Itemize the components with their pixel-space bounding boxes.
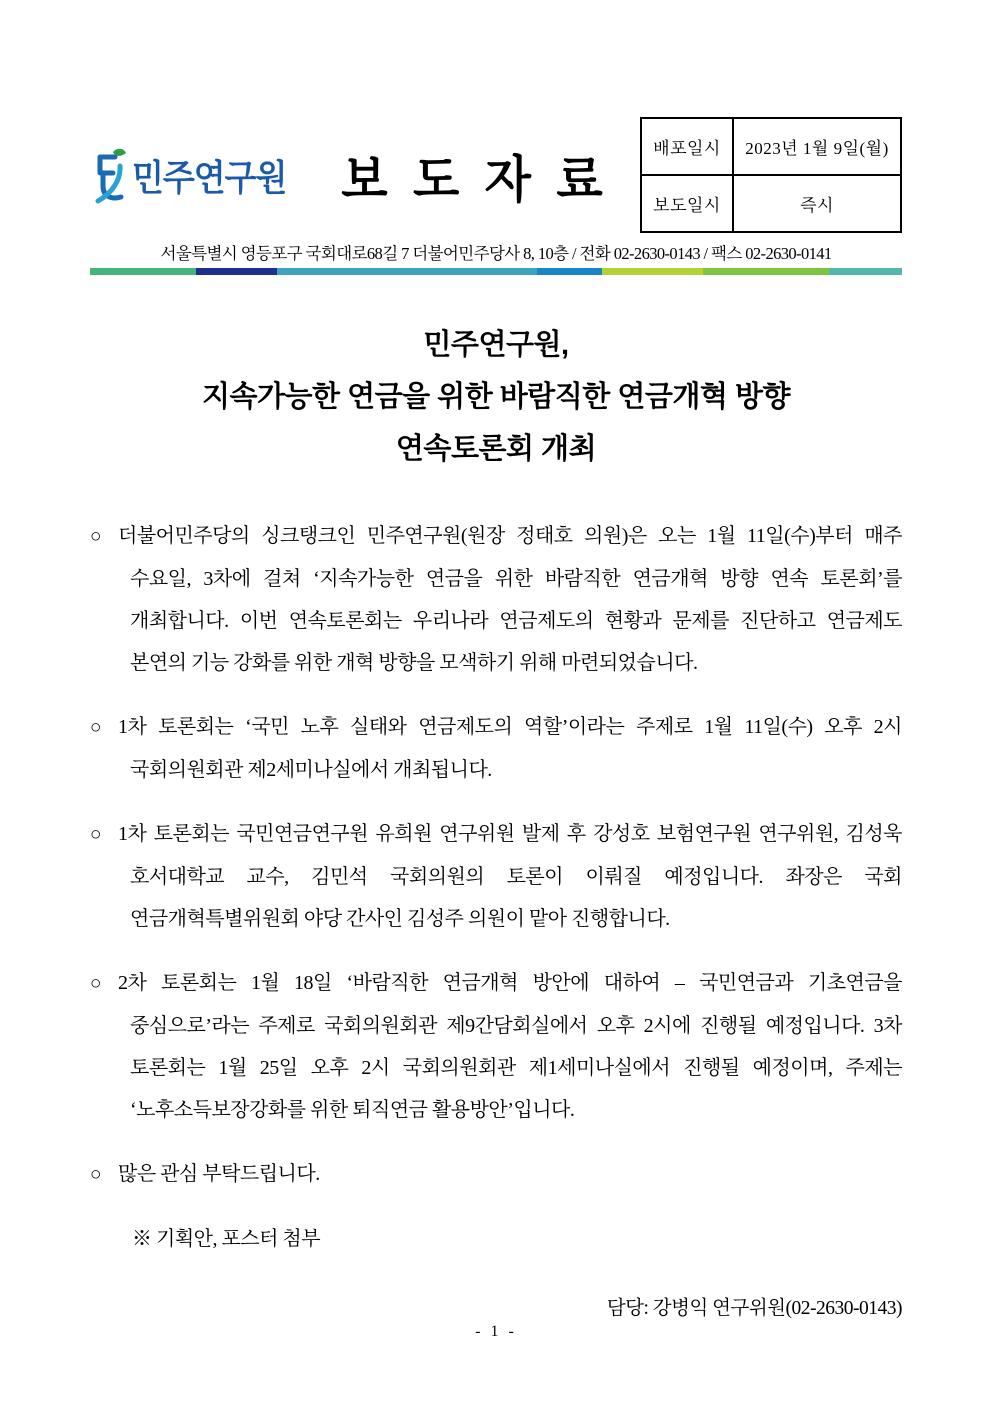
title-line-2: 지속가능한 연금을 위한 바람직한 연금개혁 방향	[201, 381, 791, 413]
attachment-note: ※ 기획안, 포스터 첨부	[132, 1228, 321, 1250]
paragraph-2	[90, 706, 902, 791]
color-bar-segment	[277, 268, 537, 275]
color-bar-segment	[537, 268, 602, 275]
bullet-marker: ○	[90, 973, 101, 994]
color-bar-segment	[703, 268, 829, 275]
color-bar-segment	[602, 268, 704, 275]
paragraph-text: 1차 토론회는 국민연금연구원 유희원 연구위원 발제 후 강성호 보험연구원 연구위원, 김성욱 호서대학교 교수, 김민석 국회의원의 토론이 이뤄질 예정입니다. 좌장은 국회 연금개혁특별위원회 야당 간사인 김성주 의원이 맡아 진행합니다.	[118, 823, 902, 930]
color-bar-segment	[196, 268, 277, 275]
address-contact-line: 서울특별시 영등포구 국회대로68길 7 더불어민주당사 8, 10층 / 전화 02-2630-0143 / 팩스 02-2630-0141	[160, 244, 832, 263]
contact-person-line: 담당: 강병익 연구위원(02-2630-0143)	[606, 1298, 902, 1319]
paragraph-text: 많은 관심 부탁드립니다.	[118, 1163, 320, 1185]
paragraph-3	[90, 813, 902, 940]
logo-text: 민주연구원	[132, 157, 287, 198]
body-text	[90, 515, 902, 1330]
title-line-3: 연속토론회 개최	[395, 433, 597, 465]
paragraph-text: 2차 토론회는 1월 18일 ‘바람직한 연금개혁 방안에 대하여 – 국민연금과 기초연금을 중심으로’라는 주제로 국회의원회관 제9간담회실에서 오후 2시에 진행될 예정입니다. 3차 토론회는 1월 25일 오후 2시 국회의원회관 제1세미나실에서 진행될 예정이며, 주제는 ‘노후소득보장강화를 위한 퇴직연금 활용방안’입니다.	[118, 972, 902, 1121]
report-date-value: 즉시	[733, 175, 901, 232]
paragraph-1	[90, 515, 902, 684]
release-info-table	[640, 117, 902, 233]
page-number: - 1 -	[475, 1323, 517, 1340]
bullet-marker: ○	[90, 717, 101, 738]
title-line-1: 민주연구원,	[423, 329, 569, 361]
decorative-color-bar	[90, 268, 902, 275]
report-date-label: 보도일시	[641, 175, 733, 232]
bullet-marker: ○	[90, 526, 101, 547]
bullet-marker: ○	[90, 824, 101, 845]
color-bar-segment	[90, 268, 196, 275]
color-bar-segment	[829, 268, 902, 275]
doc-type-title: 보 도 자 료	[341, 152, 609, 209]
table-row	[641, 118, 901, 175]
paragraph-text: 1차 토론회는 ‘국민 노후 실태와 연금제도의 역할’이라는 주제로 1월 11일(수) 오후 2시 국회의원회관 제2세미나실에서 개최됩니다.	[118, 716, 902, 781]
table-row	[641, 175, 901, 232]
release-date-label: 배포일시	[641, 118, 733, 175]
bullet-marker: ○	[90, 1164, 101, 1185]
paragraph-text: 더불어민주당의 싱크탱크인 민주연구원(원장 정태호 의원)은 오는 1월 11일(수)부터 매주 수요일, 3차에 걸쳐 ‘지속가능한 연금을 위한 바람직한 연금개혁 방향 연속 토론회’를 개최합니다. 이번 연속토론회는 우리나라 연금제도의 현황과 문제를 진단하고 연금제도 본연의 기능 강화를 위한 개혁 방향을 모색하기 위해 마련되었습니다.	[118, 525, 902, 674]
paragraph-5	[90, 1153, 902, 1196]
release-date-value: 2023년 1월 9일(월)	[733, 118, 901, 175]
header	[90, 116, 902, 234]
logo	[90, 146, 318, 204]
paragraph-4	[90, 962, 902, 1131]
minju-institute-logo-icon	[90, 146, 130, 204]
page-title	[90, 319, 902, 475]
